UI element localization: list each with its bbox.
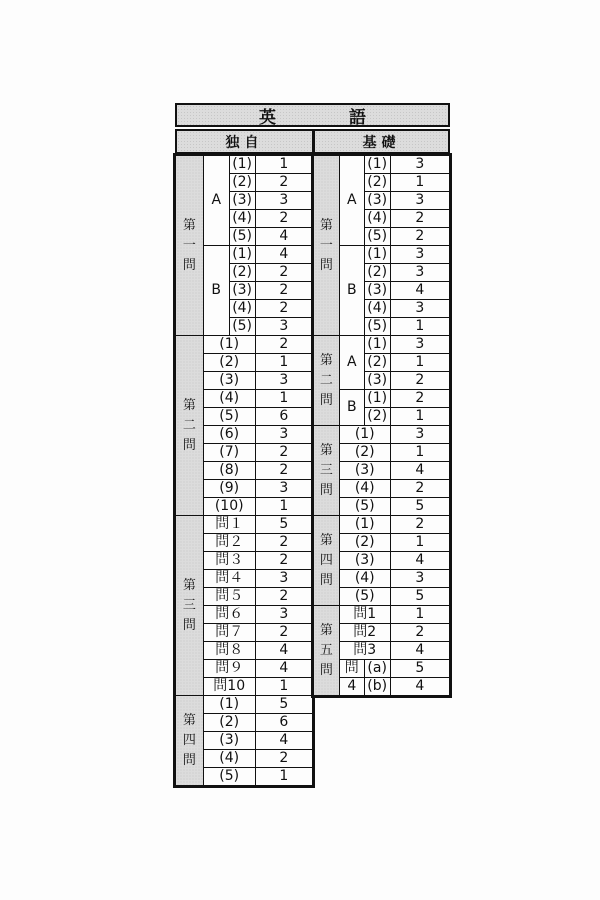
- answer-value: 3: [390, 300, 449, 318]
- part-label: A: [339, 336, 364, 390]
- right-heading: 基礎: [313, 129, 450, 154]
- answer-value: 3: [255, 318, 312, 336]
- answer-value: 3: [390, 264, 449, 282]
- table-row: [176, 516, 313, 534]
- table-row: [314, 156, 450, 174]
- question-number: (2): [203, 714, 255, 732]
- section-label: 第 一 問: [314, 156, 340, 336]
- section-label: 第 一 問: [176, 156, 204, 336]
- question-number: (3): [364, 282, 390, 300]
- answer-value: 6: [255, 714, 312, 732]
- question-number: (3): [339, 552, 390, 570]
- question-number: 問3: [339, 642, 390, 660]
- question-number: (2): [364, 264, 390, 282]
- answer-value: 2: [255, 552, 312, 570]
- section-label: 第 三 問: [314, 426, 340, 516]
- answer-value: 1: [255, 768, 312, 786]
- answer-value: 1: [390, 354, 449, 372]
- question-number: 問４: [203, 570, 255, 588]
- section-label: 第 二 問: [314, 336, 340, 426]
- answer-value: 2: [390, 210, 449, 228]
- answer-value: 3: [255, 426, 312, 444]
- question-number: (1): [364, 336, 390, 354]
- table-row: [314, 516, 450, 534]
- question-number: (1): [229, 156, 255, 174]
- answer-value: 4: [390, 642, 449, 660]
- answer-value: 2: [255, 462, 312, 480]
- question-number: (1): [364, 246, 390, 264]
- question-number: 問９: [203, 660, 255, 678]
- question-number: (2): [203, 354, 255, 372]
- question-number: 問７: [203, 624, 255, 642]
- answer-value: 2: [390, 228, 449, 246]
- table-row: [176, 696, 313, 714]
- question-number: 問10: [203, 678, 255, 696]
- answer-value: 2: [390, 516, 449, 534]
- answer-value: 1: [390, 408, 449, 426]
- question-number: (2): [364, 408, 390, 426]
- question-number: (1): [364, 390, 390, 408]
- question-number: (3): [339, 462, 390, 480]
- question-number: (4): [229, 300, 255, 318]
- answer-value: 3: [390, 570, 449, 588]
- answer-value: 3: [390, 192, 449, 210]
- question-number: (5): [364, 318, 390, 336]
- question-number: 問３: [203, 552, 255, 570]
- section-label: 第 四 問: [314, 516, 340, 606]
- question-number: 問８: [203, 642, 255, 660]
- answer-value: 2: [255, 300, 312, 318]
- question-number: (9): [203, 480, 255, 498]
- question-number: (1): [339, 516, 390, 534]
- question-number: (4): [364, 210, 390, 228]
- answer-value: 1: [390, 534, 449, 552]
- question-number: (4): [339, 480, 390, 498]
- question-number: (3): [203, 372, 255, 390]
- answer-value: 2: [255, 750, 312, 768]
- part-label: A: [339, 156, 364, 246]
- question-number: (1): [339, 426, 390, 444]
- answer-value: 1: [390, 444, 449, 462]
- answer-value: 3: [390, 426, 449, 444]
- question-subnumber: (b): [364, 678, 390, 696]
- answer-value: 1: [255, 390, 312, 408]
- answer-value: 2: [255, 534, 312, 552]
- question-number: (2): [229, 174, 255, 192]
- question-number: (2): [364, 354, 390, 372]
- question-number: (3): [364, 192, 390, 210]
- answer-value: 2: [255, 624, 312, 642]
- answer-value: 3: [255, 480, 312, 498]
- question-number: 問1: [339, 606, 390, 624]
- answer-value: 2: [390, 390, 449, 408]
- answer-value: 1: [255, 498, 312, 516]
- answer-value: 5: [390, 498, 449, 516]
- question-number: 問２: [203, 534, 255, 552]
- question-number: (5): [339, 588, 390, 606]
- part-label: B: [339, 246, 364, 336]
- right-answer-table: [313, 155, 450, 696]
- question-number: (2): [339, 444, 390, 462]
- section-label: 第 五 問: [314, 606, 340, 696]
- question-number: (1): [203, 696, 255, 714]
- left-answer-table: [175, 155, 313, 786]
- page-title: 英 語: [175, 103, 450, 127]
- part-label: B: [339, 390, 364, 426]
- table-row: [176, 336, 313, 354]
- answer-value: 2: [390, 372, 449, 390]
- question-number: 問: [339, 660, 364, 678]
- answer-value: 1: [255, 156, 312, 174]
- answer-value: 3: [255, 192, 312, 210]
- table-row: [176, 156, 313, 174]
- answer-value: 5: [390, 660, 449, 678]
- answer-value: 2: [255, 210, 312, 228]
- answer-value: 4: [255, 642, 312, 660]
- question-number: (5): [339, 498, 390, 516]
- answer-value: 3: [390, 156, 449, 174]
- question-number: (8): [203, 462, 255, 480]
- question-number: (1): [203, 336, 255, 354]
- question-number: (4): [203, 750, 255, 768]
- question-number: (4): [339, 570, 390, 588]
- question-number: (5): [203, 408, 255, 426]
- answer-value: 2: [255, 444, 312, 462]
- question-number: 問2: [339, 624, 390, 642]
- question-number: (1): [364, 156, 390, 174]
- answer-value: 4: [255, 228, 312, 246]
- question-number: (5): [229, 228, 255, 246]
- question-number: (5): [229, 318, 255, 336]
- answer-value: 4: [390, 552, 449, 570]
- table-row: [314, 336, 450, 354]
- answer-value: 4: [390, 678, 449, 696]
- section-label: 第 三 問: [176, 516, 204, 696]
- part-label: A: [203, 156, 229, 246]
- question-number: (3): [229, 192, 255, 210]
- answer-value: 2: [255, 264, 312, 282]
- answer-value: 4: [390, 282, 449, 300]
- question-number: (3): [203, 732, 255, 750]
- answer-value: 5: [390, 588, 449, 606]
- answer-value: 2: [255, 336, 312, 354]
- table-row: [314, 426, 450, 444]
- answer-value: 1: [255, 678, 312, 696]
- question-number: 4: [339, 678, 364, 696]
- question-number: (5): [364, 228, 390, 246]
- answer-value: 3: [255, 570, 312, 588]
- question-number: (4): [229, 210, 255, 228]
- answer-value: 5: [255, 696, 312, 714]
- answer-value: 3: [255, 606, 312, 624]
- answer-value: 4: [255, 732, 312, 750]
- left-heading: 独自: [175, 129, 314, 154]
- question-number: (3): [364, 372, 390, 390]
- answer-value: 3: [390, 246, 449, 264]
- question-number: (6): [203, 426, 255, 444]
- answer-value: 2: [255, 282, 312, 300]
- question-number: (3): [229, 282, 255, 300]
- question-number: (4): [203, 390, 255, 408]
- answer-value: 2: [390, 480, 449, 498]
- question-number: 問１: [203, 516, 255, 534]
- answer-value: 2: [390, 624, 449, 642]
- answer-value: 1: [390, 318, 449, 336]
- answer-value: 1: [390, 174, 449, 192]
- answer-value: 6: [255, 408, 312, 426]
- answer-value: 1: [390, 606, 449, 624]
- answer-value: 2: [255, 174, 312, 192]
- question-number: (2): [229, 264, 255, 282]
- answer-value: 1: [255, 354, 312, 372]
- question-number: 問６: [203, 606, 255, 624]
- question-number: (2): [339, 534, 390, 552]
- section-label: 第 二 問: [176, 336, 204, 516]
- answer-value: 4: [255, 246, 312, 264]
- question-number: (5): [203, 768, 255, 786]
- answer-value: 2: [255, 588, 312, 606]
- answer-value: 3: [390, 336, 449, 354]
- question-number: (10): [203, 498, 255, 516]
- question-subnumber: (a): [364, 660, 390, 678]
- question-number: (7): [203, 444, 255, 462]
- part-label: B: [203, 246, 229, 336]
- question-number: (1): [229, 246, 255, 264]
- answer-value: 5: [255, 516, 312, 534]
- answer-value: 4: [255, 660, 312, 678]
- question-number: (4): [364, 300, 390, 318]
- question-number: 問５: [203, 588, 255, 606]
- table-row: [314, 606, 450, 624]
- answer-value: 4: [390, 462, 449, 480]
- answer-value: 3: [255, 372, 312, 390]
- section-label: 第 四 問: [176, 696, 204, 786]
- question-number: (2): [364, 174, 390, 192]
